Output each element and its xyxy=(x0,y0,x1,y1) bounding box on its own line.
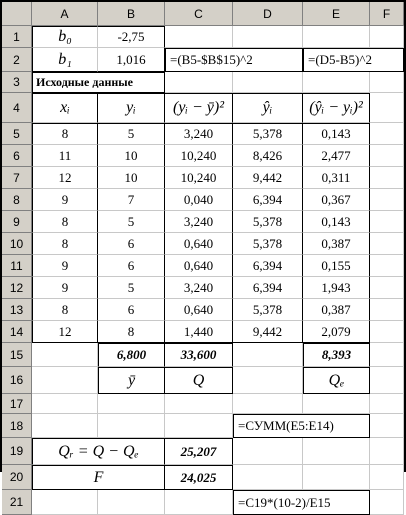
cell-f12[interactable] xyxy=(370,277,404,299)
row-header-18[interactable]: 18 xyxy=(2,414,32,438)
cell-d20[interactable] xyxy=(233,465,303,490)
cell-f19[interactable] xyxy=(370,438,404,465)
cell-res[interactable]: 0,143 xyxy=(303,123,370,145)
cell-d4-yhat-header[interactable]: ŷᵢ xyxy=(233,93,303,123)
cell-f17[interactable] xyxy=(370,394,404,414)
cell-yhat[interactable]: 5,378 xyxy=(233,299,303,321)
cell-b18[interactable] xyxy=(98,414,165,438)
cell-b4-y-header[interactable]: yᵢ xyxy=(98,93,165,123)
cell-res[interactable]: 1,943 xyxy=(303,277,370,299)
cell-y[interactable]: 5 xyxy=(98,123,165,145)
cell-b16-ymean-label[interactable]: ȳ xyxy=(98,367,165,394)
cell-f10[interactable] xyxy=(370,233,404,255)
cell-e16-qe-label[interactable]: Qₑ xyxy=(303,367,370,394)
cell-res[interactable]: 0,387 xyxy=(303,299,370,321)
column-header-a[interactable]: A xyxy=(32,2,98,26)
cell-e20[interactable] xyxy=(303,465,370,490)
cell-a19-qr-label[interactable]: Qᵣ = Q − Qₑ xyxy=(32,438,165,465)
cell-d1[interactable] xyxy=(233,26,303,48)
cell-f13[interactable] xyxy=(370,299,404,321)
cell-x[interactable]: 9 xyxy=(32,255,98,277)
cell-yhat[interactable]: 8,426 xyxy=(233,145,303,167)
cell-c18[interactable] xyxy=(165,414,233,438)
cell-c17[interactable] xyxy=(165,394,233,414)
cell-x[interactable]: 8 xyxy=(32,299,98,321)
cell-yhat[interactable]: 5,378 xyxy=(233,123,303,145)
cell-y[interactable]: 5 xyxy=(98,211,165,233)
cell-d16[interactable] xyxy=(233,367,303,394)
cell-x[interactable]: 12 xyxy=(32,167,98,189)
cell-yhat[interactable]: 5,378 xyxy=(233,211,303,233)
cell-e19[interactable] xyxy=(303,438,370,465)
row-header-3[interactable]: 3 xyxy=(2,72,32,93)
cell-dev[interactable]: 1,440 xyxy=(165,321,233,343)
cell-f11[interactable] xyxy=(370,255,404,277)
cell-a16[interactable] xyxy=(32,367,98,394)
cell-x[interactable]: 8 xyxy=(32,211,98,233)
column-header-c[interactable]: C xyxy=(165,2,233,26)
cell-f4[interactable] xyxy=(370,93,404,123)
cell-x[interactable]: 9 xyxy=(32,277,98,299)
cell-e15-qe[interactable]: 8,393 xyxy=(303,343,370,367)
cell-x[interactable]: 12 xyxy=(32,321,98,343)
row-header-21[interactable]: 21 xyxy=(2,490,32,515)
cell-f8[interactable] xyxy=(370,189,404,211)
cell-c4-dev-header[interactable]: (yᵢ − ȳ)² xyxy=(165,93,233,123)
cell-dev[interactable]: 3,240 xyxy=(165,277,233,299)
cell-a18[interactable] xyxy=(32,414,98,438)
cell-x[interactable]: 8 xyxy=(32,123,98,145)
row-header-10[interactable]: 10 xyxy=(2,233,32,255)
cell-c16-q-label[interactable]: Q xyxy=(165,367,233,394)
cell-yhat[interactable]: 6,394 xyxy=(233,189,303,211)
cell-b1[interactable]: -2,75 xyxy=(98,26,165,48)
column-header-e[interactable]: E xyxy=(303,2,370,26)
cell-a20-f-label[interactable]: F xyxy=(32,465,165,490)
cell-f7[interactable] xyxy=(370,167,404,189)
cell-c19-qr-value[interactable]: 25,207 xyxy=(165,438,233,465)
cell-d19[interactable] xyxy=(233,438,303,465)
cell-e1[interactable] xyxy=(303,26,370,48)
row-header-7[interactable]: 7 xyxy=(2,167,32,189)
cell-f14[interactable] xyxy=(370,321,404,343)
cell-dev[interactable]: 3,240 xyxy=(165,211,233,233)
cell-b21[interactable] xyxy=(98,490,165,515)
cell-c2[interactable]: =(B5-$B$15)^2 xyxy=(165,48,303,72)
row-header-11[interactable]: 11 xyxy=(2,255,32,277)
row-header-15[interactable]: 15 xyxy=(2,343,32,367)
column-header-f[interactable]: F xyxy=(370,2,404,26)
cell-dev[interactable]: 0,640 xyxy=(165,233,233,255)
cell-y[interactable]: 7 xyxy=(98,189,165,211)
cell-d21-formula[interactable]: =C19*(10-2)/E15 xyxy=(233,490,370,515)
cell-a15[interactable] xyxy=(32,343,98,367)
cell-y[interactable]: 6 xyxy=(98,255,165,277)
cell-dev[interactable]: 0,640 xyxy=(165,255,233,277)
row-header-19[interactable]: 19 xyxy=(2,438,32,465)
cell-x[interactable]: 11 xyxy=(32,145,98,167)
cell-a21[interactable] xyxy=(32,490,98,515)
cell-c21[interactable] xyxy=(165,490,233,515)
cell-d17[interactable] xyxy=(233,394,303,414)
cell-f18[interactable] xyxy=(370,414,404,438)
cell-c1[interactable] xyxy=(165,26,233,48)
row-header-6[interactable]: 6 xyxy=(2,145,32,167)
row-header-9[interactable]: 9 xyxy=(2,211,32,233)
column-header-b[interactable]: B xyxy=(98,2,165,26)
cell-res[interactable]: 2,477 xyxy=(303,145,370,167)
cell-a2[interactable]: b₁ xyxy=(32,48,98,72)
cell-a17[interactable] xyxy=(32,394,98,414)
cell-y[interactable]: 10 xyxy=(98,167,165,189)
cell-dev[interactable]: 10,240 xyxy=(165,145,233,167)
cell-a4-x-header[interactable]: xᵢ xyxy=(32,93,98,123)
row-header-14[interactable]: 14 xyxy=(2,321,32,343)
cell-b17[interactable] xyxy=(98,394,165,414)
cell-f20[interactable] xyxy=(370,465,404,490)
cell-y[interactable]: 6 xyxy=(98,299,165,321)
cell-b2[interactable]: 1,016 xyxy=(98,48,165,72)
cell-a1[interactable]: b₀ xyxy=(32,26,98,48)
cell-dev[interactable]: 0,040 xyxy=(165,189,233,211)
cell-e2[interactable]: =(D5-B5)^2 xyxy=(303,48,404,72)
cell-res[interactable]: 0,155 xyxy=(303,255,370,277)
cell-yhat[interactable]: 9,442 xyxy=(233,321,303,343)
cell-f6[interactable] xyxy=(370,145,404,167)
row-header-5[interactable]: 5 xyxy=(2,123,32,145)
cell-d15[interactable] xyxy=(233,343,303,367)
row-header-12[interactable]: 12 xyxy=(2,277,32,299)
cell-yhat[interactable]: 5,378 xyxy=(233,233,303,255)
cell-res[interactable]: 0,143 xyxy=(303,211,370,233)
column-header-d[interactable]: D xyxy=(233,2,303,26)
row-header-13[interactable]: 13 xyxy=(2,299,32,321)
cell-f3[interactable] xyxy=(370,72,404,93)
cell-b15-ymean[interactable]: 6,800 xyxy=(98,343,165,367)
cell-y[interactable]: 6 xyxy=(98,233,165,255)
cell-e3[interactable] xyxy=(303,72,370,93)
cell-d3[interactable] xyxy=(233,72,303,93)
cell-y[interactable]: 5 xyxy=(98,277,165,299)
cell-c20-f-value[interactable]: 24,025 xyxy=(165,465,233,490)
cell-yhat[interactable]: 6,394 xyxy=(233,277,303,299)
cell-res[interactable]: 0,387 xyxy=(303,233,370,255)
cell-f5[interactable] xyxy=(370,123,404,145)
row-header-16[interactable]: 16 xyxy=(2,367,32,394)
cell-dev[interactable]: 0,640 xyxy=(165,299,233,321)
cell-dev[interactable]: 3,240 xyxy=(165,123,233,145)
row-header-17[interactable]: 17 xyxy=(2,394,32,414)
cell-dev[interactable]: 10,240 xyxy=(165,167,233,189)
cell-c15-q[interactable]: 33,600 xyxy=(165,343,233,367)
cell-c3[interactable] xyxy=(165,72,233,93)
cell-res[interactable]: 2,079 xyxy=(303,321,370,343)
cell-f9[interactable] xyxy=(370,211,404,233)
cell-d18-formula[interactable]: =СУММ(E5:E14) xyxy=(233,414,370,438)
spreadsheet-grid xyxy=(2,2,404,510)
cell-yhat[interactable]: 9,442 xyxy=(233,167,303,189)
cell-x[interactable]: 9 xyxy=(32,189,98,211)
cell-a3-section-title[interactable]: Исходные данные xyxy=(32,72,165,93)
row-header-1[interactable]: 1 xyxy=(2,26,32,48)
row-header-20[interactable]: 20 xyxy=(2,465,32,490)
row-header-2[interactable]: 2 xyxy=(2,48,32,72)
cell-yhat[interactable]: 6,394 xyxy=(233,255,303,277)
cell-y[interactable]: 10 xyxy=(98,145,165,167)
cell-f15[interactable] xyxy=(370,343,404,367)
cell-f16[interactable] xyxy=(370,367,404,394)
row-header-4[interactable]: 4 xyxy=(2,93,32,123)
select-all-corner[interactable] xyxy=(2,2,32,26)
cell-e17[interactable] xyxy=(303,394,370,414)
row-header-8[interactable]: 8 xyxy=(2,189,32,211)
cell-res[interactable]: 0,311 xyxy=(303,167,370,189)
cell-res[interactable]: 0,367 xyxy=(303,189,370,211)
cell-y[interactable]: 8 xyxy=(98,321,165,343)
cell-f1[interactable] xyxy=(370,26,404,48)
cell-f21[interactable] xyxy=(370,490,404,515)
cell-x[interactable]: 8 xyxy=(32,233,98,255)
cell-e4-res-header[interactable]: (ŷᵢ − yᵢ)² xyxy=(303,93,370,123)
